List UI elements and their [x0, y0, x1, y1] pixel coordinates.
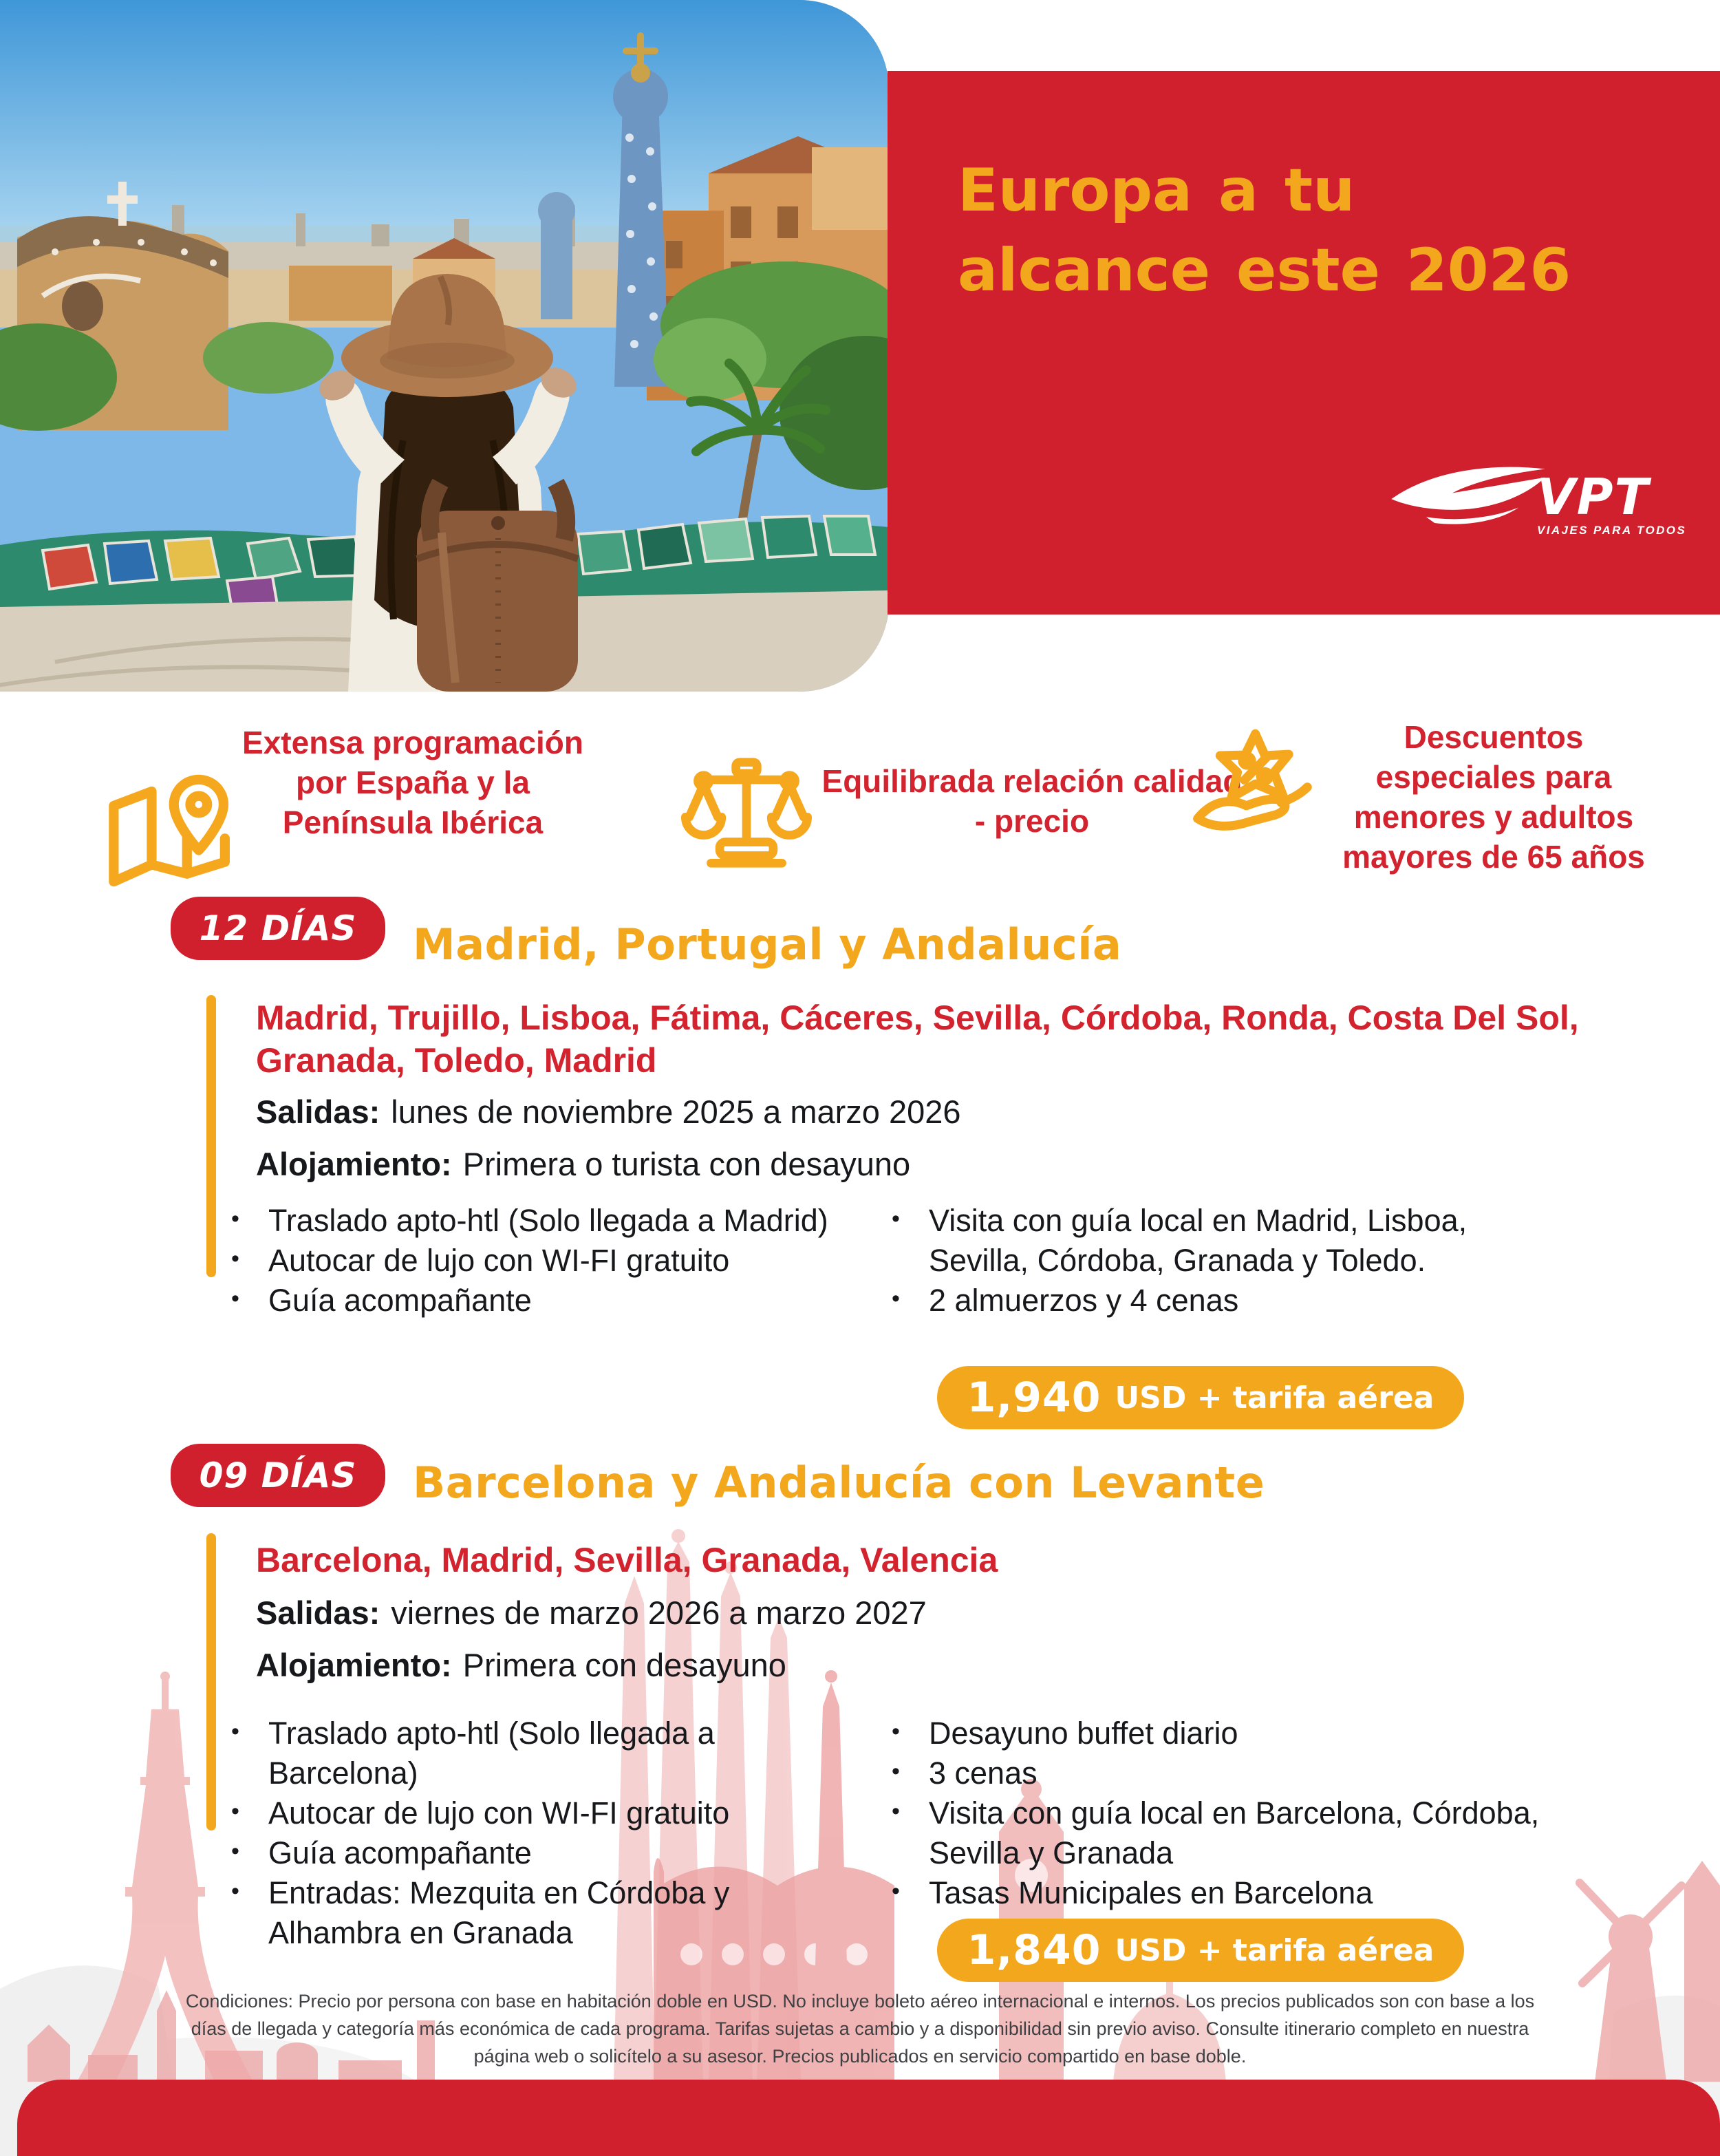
list-item: • 3 cenas — [889, 1753, 1573, 1793]
gaudi-tower — [613, 36, 669, 387]
tour1-duration-badge: 12 DÍAS — [171, 897, 385, 960]
tour1-price-pill — [937, 1366, 1464, 1429]
tour1-meta — [256, 1086, 961, 1191]
list-item: • Autocar de lujo con WI-FI gratuito — [228, 1793, 868, 1833]
list-item: • 2 almuerzos y 4 cenas — [889, 1281, 1553, 1321]
discount-star-hand-icon — [1185, 714, 1320, 866]
salidas-label: Salidas: — [256, 1093, 380, 1130]
tour2-title: Barcelona y Andalucía con Levante — [413, 1458, 1265, 1508]
salidas-label: Salidas: — [256, 1594, 380, 1631]
feature-text-descuentos: Descuentos especiales para menores y adultos mayores de 65 años — [1342, 719, 1645, 875]
tour2-price-suffix: USD + tarifa aérea — [1115, 1932, 1434, 1968]
list-item: • Guía acompañante — [228, 1833, 868, 1873]
tour1-included-list-right — [889, 1201, 1553, 1321]
vpt-logo-text: VPT — [1537, 468, 1650, 526]
list-item: • Desayuno buffet diario — [889, 1714, 1573, 1753]
tour2-alojamiento — [256, 1639, 927, 1691]
salidas-value: lunes de noviembre 2025 a marzo 2026 — [391, 1093, 961, 1130]
vpt-swoosh-icon — [1388, 462, 1548, 528]
list-item: • Autocar de lujo con WI-FI gratuito — [228, 1241, 868, 1281]
tour1-alojamiento — [256, 1138, 961, 1191]
alojamiento-value: Primera con desayuno — [462, 1647, 786, 1683]
woman-figure — [314, 274, 581, 692]
list-item: • Visita con guía local en Madrid, Lisboa, Sevilla, Córdoba, Granada y Toledo. — [889, 1201, 1553, 1281]
alojamiento-label: Alojamiento: — [256, 1647, 452, 1683]
vpt-logo-text-block — [1537, 468, 1687, 537]
tour1-title: Madrid, Portugal y Andalucía — [413, 919, 1122, 970]
map-pin-icon — [102, 765, 239, 896]
feature-text-calidad-precio: Equilibrada relación calidad - precio — [821, 763, 1243, 839]
hero-red-panel — [888, 71, 1720, 615]
windmill-silhouette — [1580, 1861, 1720, 2082]
conditions-text: Condiciones: Precio por persona con base en habitación doble en USD. No incluye boleto aéreo internacional e internos. Los precios publicados son con base a los días de llegada y categoría más económica de cada programa. Tarifas sujetas a cambio y a disponibilidad sin previo aviso. Consulte itinerario completo en nuestra página web o solicítelo a su asesor. Precios publicados en servicio compartido en base doble. — [185, 1991, 1535, 2067]
vpt-logo — [1388, 462, 1686, 537]
page-title-line1: Europa a tu — [958, 156, 1355, 225]
list-item: • Traslado apto-htl (Solo llegada a Barcelona) — [228, 1714, 868, 1793]
feature-text-programacion: Extensa programación por España y la Península Ibérica — [242, 725, 583, 840]
page-title-line2: alcance este 2026 — [958, 236, 1571, 305]
tour1-price-suffix: USD + tarifa aérea — [1115, 1380, 1434, 1416]
tour1-accent-line — [206, 995, 216, 1277]
park-guell-illustration — [0, 0, 889, 692]
tour2-itinerary: Barcelona, Madrid, Sevilla, Granada, Valencia — [256, 1541, 998, 1579]
tour2-meta — [256, 1587, 927, 1691]
hero-photo — [0, 0, 889, 692]
tour1-price-amount: 1,940 — [967, 1374, 1101, 1422]
tour2-accent-line — [206, 1533, 216, 1831]
page-title — [958, 151, 1571, 310]
list-item: • Visita con guía local en Barcelona, Córdoba, Sevilla y Granada — [889, 1793, 1573, 1873]
bottom-red-bar — [17, 2080, 1720, 2156]
tour2-price-pill — [937, 1919, 1464, 1982]
tour2-included-list-right — [889, 1714, 1573, 1913]
list-item: • Traslado apto-htl (Solo llegada a Madrid) — [228, 1201, 868, 1241]
tour2-included-list-left — [228, 1714, 868, 1953]
tour2-salidas — [256, 1587, 927, 1639]
balance-scales-icon — [681, 740, 812, 885]
list-item: • Tasas Municipales en Barcelona — [889, 1873, 1573, 1913]
list-item: • Guía acompañante — [228, 1281, 868, 1321]
tour1-salidas — [256, 1086, 961, 1138]
tour1-itinerary: Madrid, Trujillo, Lisboa, Fátima, Cáceres, Sevilla, Córdoba, Ronda, Costa Del Sol, Granada, Toledo, Madrid — [256, 999, 1579, 1080]
tour2-duration-badge: 09 DÍAS — [171, 1444, 385, 1507]
tour1-included-list-left — [228, 1201, 868, 1321]
list-item: • Entradas: Mezquita en Córdoba y Alhambra en Granada — [228, 1873, 868, 1953]
tour2-price-amount: 1,840 — [967, 1926, 1101, 1974]
alojamiento-label: Alojamiento: — [256, 1146, 452, 1182]
salidas-value: viernes de marzo 2026 a marzo 2027 — [391, 1594, 927, 1631]
alojamiento-value: Primera o turista con desayuno — [462, 1146, 911, 1182]
vpt-logo-tagline: VIAJES PARA TODOS — [1537, 524, 1687, 537]
